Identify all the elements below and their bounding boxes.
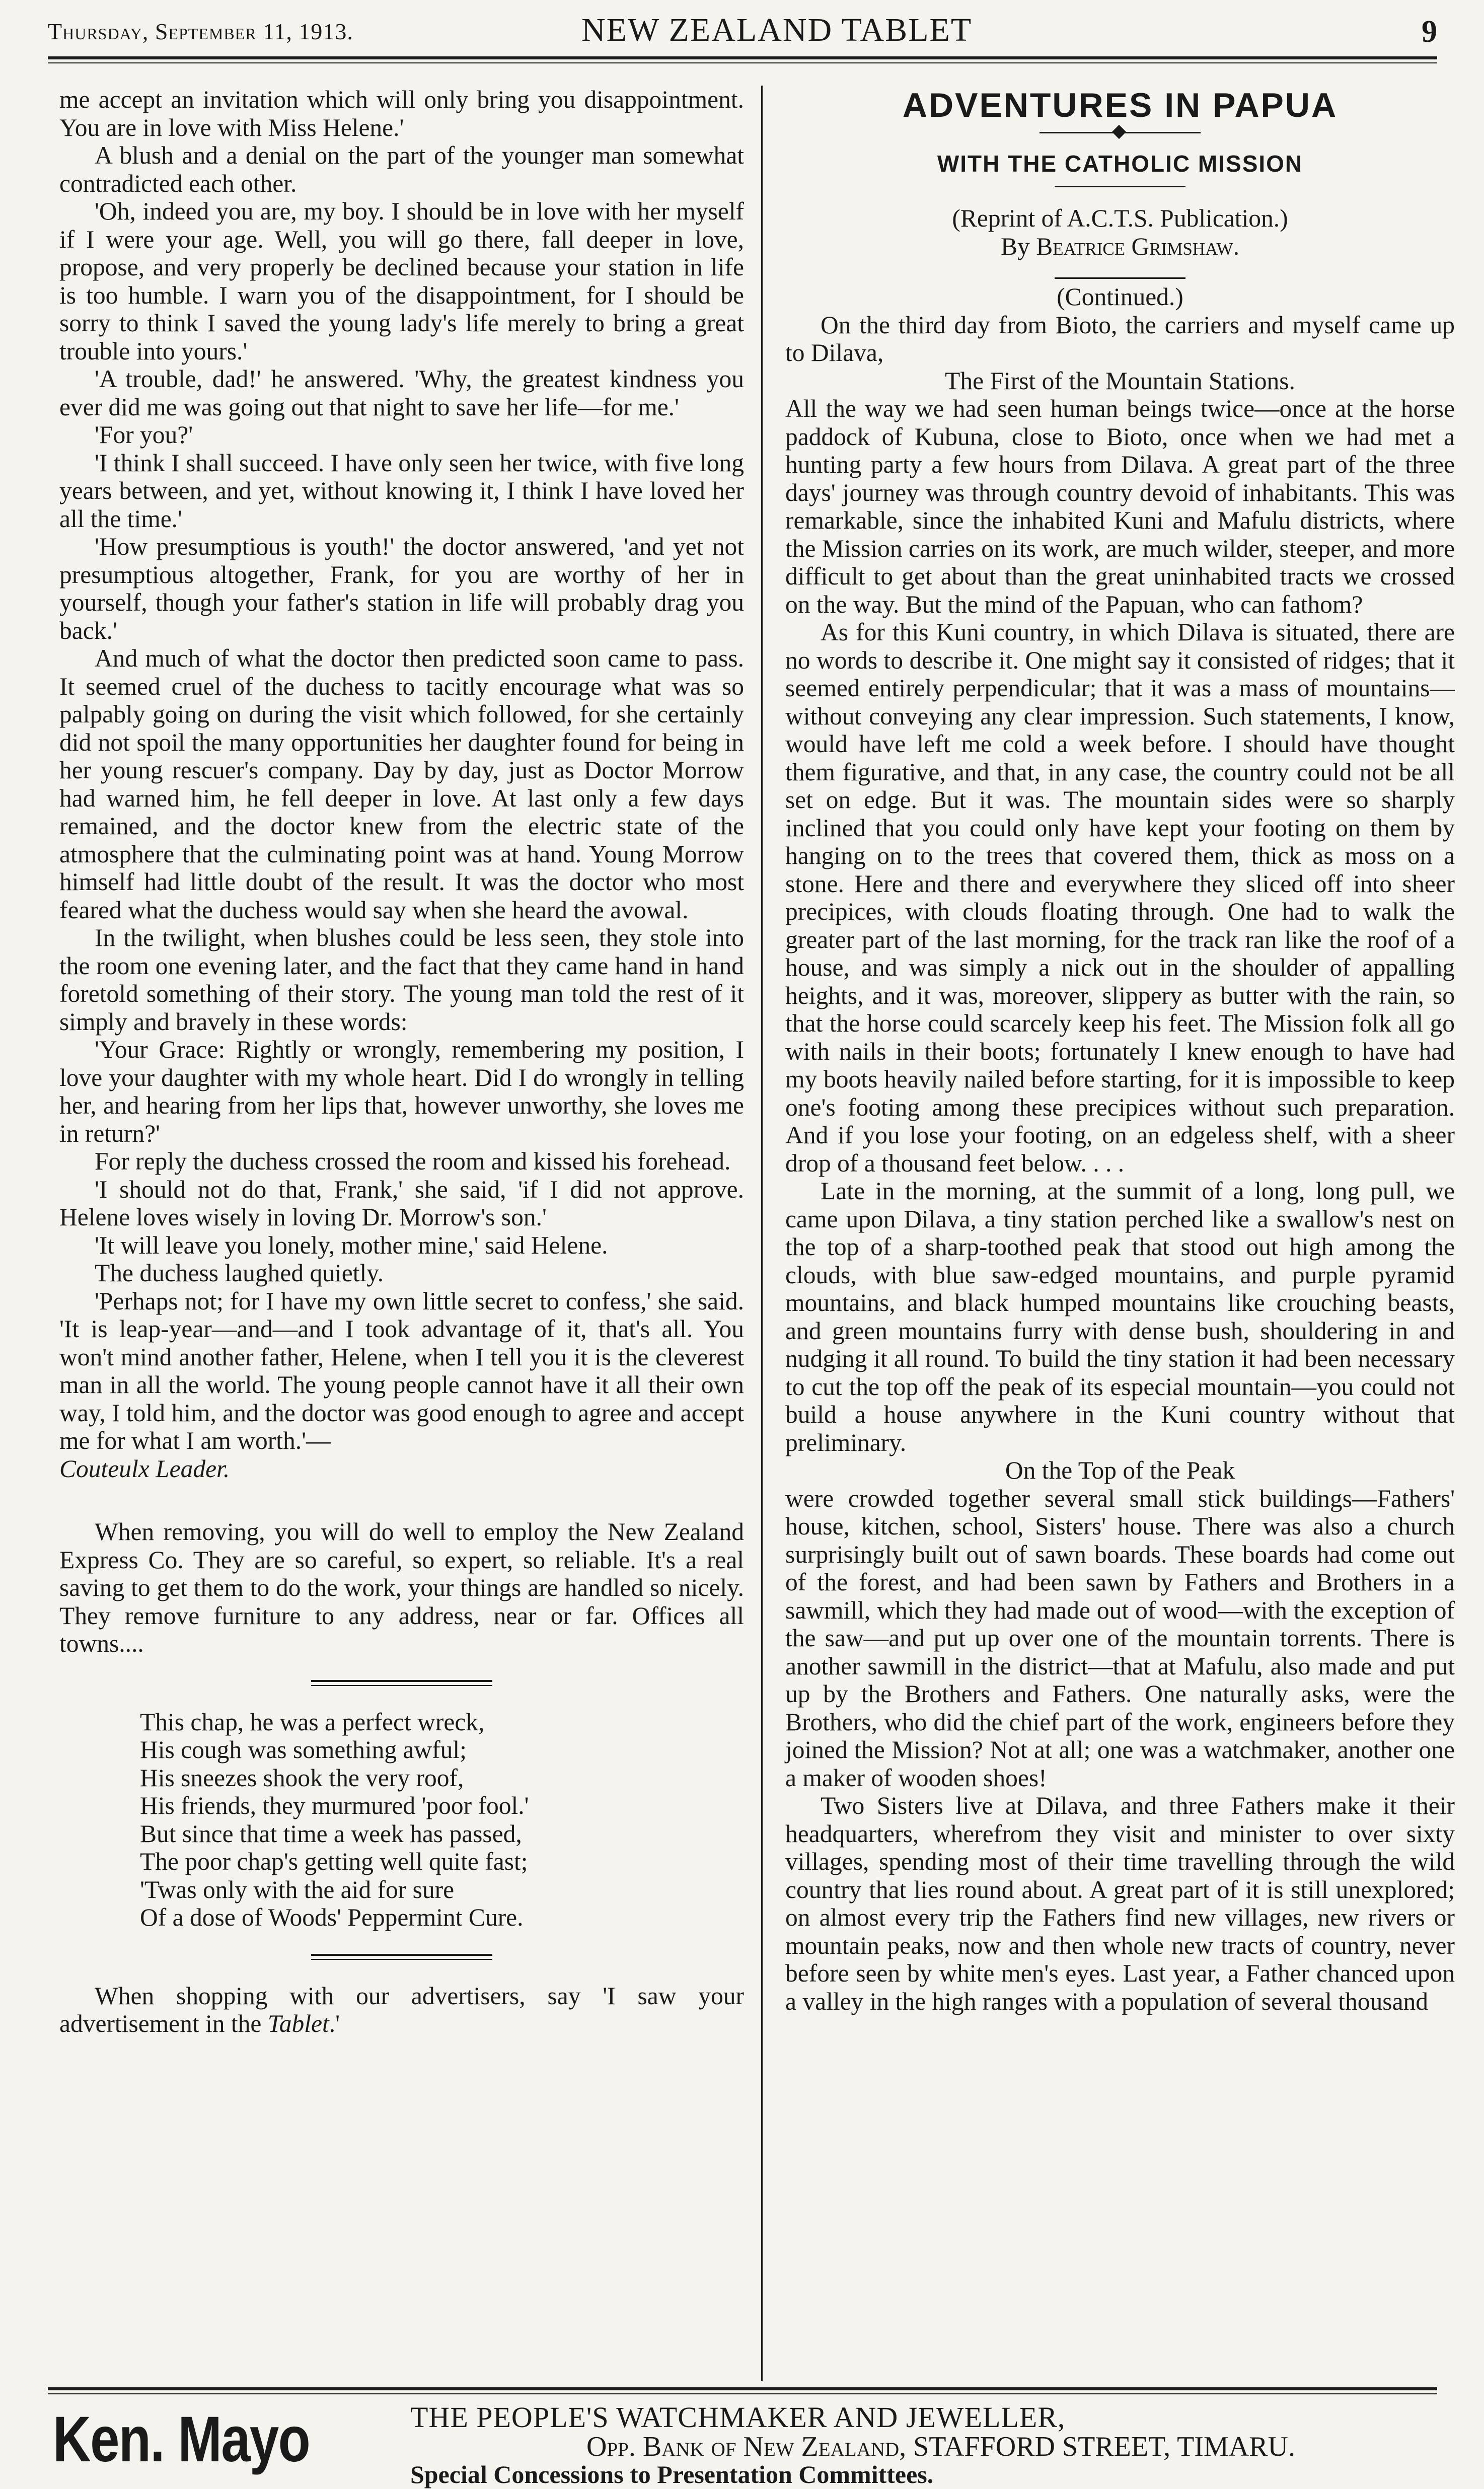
article-paragraph: All the way we had seen human beings twice—once at the horse paddock of Kubuna, close to Bioto, once when we had met a hunting party a few hours from Dilava. A great part of the three days' journey was through country devoid of inhabitants. This was remarkable, since the inhabited Kuni and Mafulu districts, where the Mission carries on its work, are much wilder, steeper, and more difficult to get about than the great uninhabited tracts we crossed on the way. But the mind of the Papuan, who can fathom? — [785, 395, 1455, 618]
story-paragraph: A blush and a denial on the part of the younger man somewhat contradicted each other. — [59, 141, 744, 197]
article-paragraph: As for this Kuni country, in which Dilava is situated, there are no words to describe it. One might say it consisted of ridges; that it seemed entirely perpendicular; that it was a mass of mountains—without conveying any clear impression. Such statements, I know, would have left me cold a week before. I should have thought them figurative, and that, in any case, the country could not be all set on edge. But it was. The mountain sides were so sharply inclined that you could only have kept your footing on them by hanging on to the trees that covered them, thick as moss on a stone. Here and there and everywhere they sliced off into sheer precipices, with clouds floating through. One had to walk the greater part of the last morning, for the track ran like the roof of a house, and was simply a nick out in the shoulder of appalling heights, and it was, moreover, slippery as butter with the rain, so that the horse could scarcely keep his feet. The Mission folk all go with nails in their boots; fortunately I knew enough to have had my boots heavily nailed before starting, for it is impossible to keep one's footing among these precipices without such preparation. And if you lose your footing, on an edgeless shelf, with a sheer drop of a thousand feet below. . . . — [785, 618, 1455, 1177]
advert-line: THE PEOPLE'S WATCHMAKER AND JEWELLER, — [410, 2401, 1066, 2434]
subtitle-rule — [1055, 186, 1185, 187]
verse-line: 'Twas only with the aid for sure — [140, 1875, 455, 1904]
story-source: Couteulx Leader. — [59, 1454, 230, 1483]
continued-note: (Continued.) — [1057, 283, 1183, 311]
story-paragraph: 'How presumptious is youth!' the doctor answered, 'and yet not presumptious altogether, Frank, for you are worthy of her in yourself, though your father's station in life will probably drag you back.' — [59, 533, 744, 644]
advertisement — [48, 2400, 1437, 2486]
verse-line: Of a dose of Woods' Peppermint Cure. — [140, 1904, 524, 1931]
issue-date: Thursday, September 11, 1913. — [48, 19, 353, 44]
article-subtitle: WITH THE CATHOLIC MISSION — [937, 150, 1303, 177]
page-header — [48, 11, 1437, 56]
verse-line: But since that time a week has passed, — [140, 1819, 522, 1848]
verse-line: His cough was something awful; — [140, 1736, 467, 1764]
verse-line: The poor chap's getting well quite fast; — [140, 1848, 528, 1875]
diamond-icon — [1112, 124, 1126, 138]
header-rule-thick — [48, 56, 1437, 59]
byline — [785, 233, 1455, 261]
story-paragraph: 'Oh, indeed you are, my boy. I should be in love with her myself if I were your age. Well, you will go there, fall deeper in love, propose, and very properly be declined because your station in life is too humble. I warn you of the disappointment, for I should be sorry to think I saved the young lady's life merely to bring a great trouble into yours.' — [59, 197, 744, 365]
footer-rule-thin — [48, 2393, 1437, 2394]
shopping-notice-end: .' — [329, 2010, 340, 2037]
left-column — [59, 86, 744, 2038]
byline-prefix: By — [1001, 232, 1036, 260]
story-paragraph: 'Your Grace: Rightly or wrongly, remembering my position, I love your daughter with my whole heart. Did I do wrongly in telling her, and hearing from her lips that, however unworthy, she loves me in return?' — [59, 1036, 744, 1147]
shopping-notice-text: When shopping with our advertisers, say 'I saw your advertisement in the — [59, 1982, 744, 2037]
story-paragraph: me accept an invitation which will only bring you disappointment. You are in love with Miss Helene.' — [59, 86, 744, 141]
byline-rule — [1055, 277, 1185, 279]
article-paragraph: On the third day from Bioto, the carriers and myself came up to Dilava, — [785, 311, 1455, 367]
story-paragraph: And much of what the doctor then predicted soon came to pass. It seemed cruel of the duchess to tacitly encourage what was so palpably going on during the visit which followed, for she certainly did not spoil the many opportunities her daughter found for being in her young rescuer's company. Day by day, just as Doctor Morrow had warned him, he fell deeper in love. At last only a few days remained, and the doctor knew from the electric state of the atmosphere that the culminating point was at hand. Young Morrow himself had little doubt of the result. It was the doctor who most feared what the duchess would say when she heard the avowal. — [59, 644, 744, 924]
story-paragraph: 'It will leave you lonely, mother mine,' said Helene. — [95, 1231, 608, 1259]
article-paragraph: Two Sisters live at Dilava, and three Fathers make it their headquarters, wherefrom they visit and minister to over sixty villages, spending most of their time travelling through the wild country that lies round about. A great part of it is still unexplored; on almost every trip the Fathers find new villages, new rivers or mountain peaks, now and then whole new tracts of country, never before seen by white men's eyes. Last year, a Father chanced upon a valley in the high ranges with a population of several thousand — [785, 1792, 1455, 2015]
story-paragraph: 'For you?' — [95, 421, 193, 449]
advert-line: Special Concessions to Presentation Committees. — [410, 2460, 934, 2488]
article-paragraph: Late in the morning, at the summit of a long, long pull, we came upon Dilava, a tiny station perched like a swallow's nest on the top of a sharp-toothed peak that stood out high among the clouds, with blue saw-edged mountains, and purple pyramid mountains, and black humped mountains like crouching beasts, and green mountains furry with dense bush, shouldering in and nudging it all round. To build the tiny station it had been necessary to cut the top off the peak of its especial mountain—you could not build a house anywhere in the Kuni country without that preliminary. — [785, 1177, 1455, 1456]
verse-line: His friends, they murmured 'poor fool.' — [140, 1792, 529, 1819]
newspaper-title: NEW ZEALAND TABLET — [581, 12, 973, 48]
story-paragraph: 'A trouble, dad!' he answered. 'Why, the greatest kindness you ever did me was going out that night to save her life—for me.' — [59, 365, 744, 421]
advert-address: Opp. Bank of New Zealand, STAFFORD STREET, TIMARU. — [586, 2431, 1295, 2462]
footer-rule-thick — [48, 2387, 1437, 2390]
story-paragraph: 'I should not do that, Frank,' she said, 'if I did not approve. Helene loves wisely in loving Dr. Morrow's son.' — [59, 1175, 744, 1231]
page-number: 9 — [1422, 15, 1437, 49]
divider-rule — [311, 1680, 492, 1686]
verse-line: This chap, he was a perfect wreck, — [140, 1708, 485, 1736]
express-notice: When removing, you will do well to employ the New Zealand Express Co. They are so careful, so expert, so reliable. It's a real saving to get them to do the work, your things are handled so nicely. They remove furniture to any address, near or far. Offices all towns.... — [59, 1518, 744, 1657]
reprint-note: (Reprint of A.C.T.S. Publication.) — [952, 204, 1288, 232]
spacer — [59, 1483, 744, 1518]
verse-line: His sneezes shook the very roof, — [140, 1764, 464, 1792]
story-paragraph: The duchess laughed quietly. — [95, 1259, 384, 1287]
story-paragraph: 'Perhaps not; for I have my own little secret to confess,' she said. 'It is leap-year—and—and I took advantage of it, that's all. You won't mind another father, Helene, when I tell you it is the cleverest man in all the world. The young people cannot have it all their own way, I told him, and the doctor was good enough to agree and accept me for what I am worth.'— — [59, 1287, 744, 1454]
article-paragraph: were crowded together several small stick buildings—Fathers' house, kitchen, school, Sisters' house. There was also a church surprisingly built out of sawn boards. These boards had come out of the forest, and had been sawn by Fathers and Brothers in a sawmill, which they had made out of wood—with the exception of the saw—and put up over one of the mountain torrents. There is another sawmill in the district—that at Mafulu, also made and put up by the Brothers and Fathers. One naturally asks, were the Brothers, who did the chief part of the work, engineers before they joined the Mission? Not at all; one was a watchmaker, another one a maker of wooden shoes! — [785, 1484, 1455, 1792]
header-rule-thin — [48, 62, 1437, 63]
author-name: Beatrice Grimshaw. — [1036, 232, 1239, 260]
advertiser-logo: Ken. Mayo — [53, 2403, 310, 2475]
article-title: ADVENTURES IN PAPUA — [902, 86, 1338, 124]
story-paragraph: In the twilight, when blushes could be less seen, they stole into the room one evening later, and the fact that they came hand in hand foretold something of their story. The young man told the rest of it simply and bravely in these words: — [59, 924, 744, 1036]
shopping-notice-tablet: Tablet — [267, 2010, 329, 2037]
shopping-notice — [59, 1982, 744, 2038]
right-column — [785, 86, 1455, 2015]
subheading: The First of the Mountain Stations. — [945, 367, 1295, 395]
divider-rule — [311, 1954, 492, 1960]
subheading: On the Top of the Peak — [1005, 1456, 1235, 1484]
story-paragraph: 'I think I shall succeed. I have only seen her twice, with five long years between, and yet, without knowing it, I think I have loved her all the time.' — [59, 449, 744, 533]
title-ornament — [1040, 125, 1201, 140]
column-divider — [761, 86, 763, 2381]
story-paragraph: For reply the duchess crossed the room and kissed his forehead. — [95, 1147, 731, 1175]
verse-block — [140, 1708, 744, 1932]
